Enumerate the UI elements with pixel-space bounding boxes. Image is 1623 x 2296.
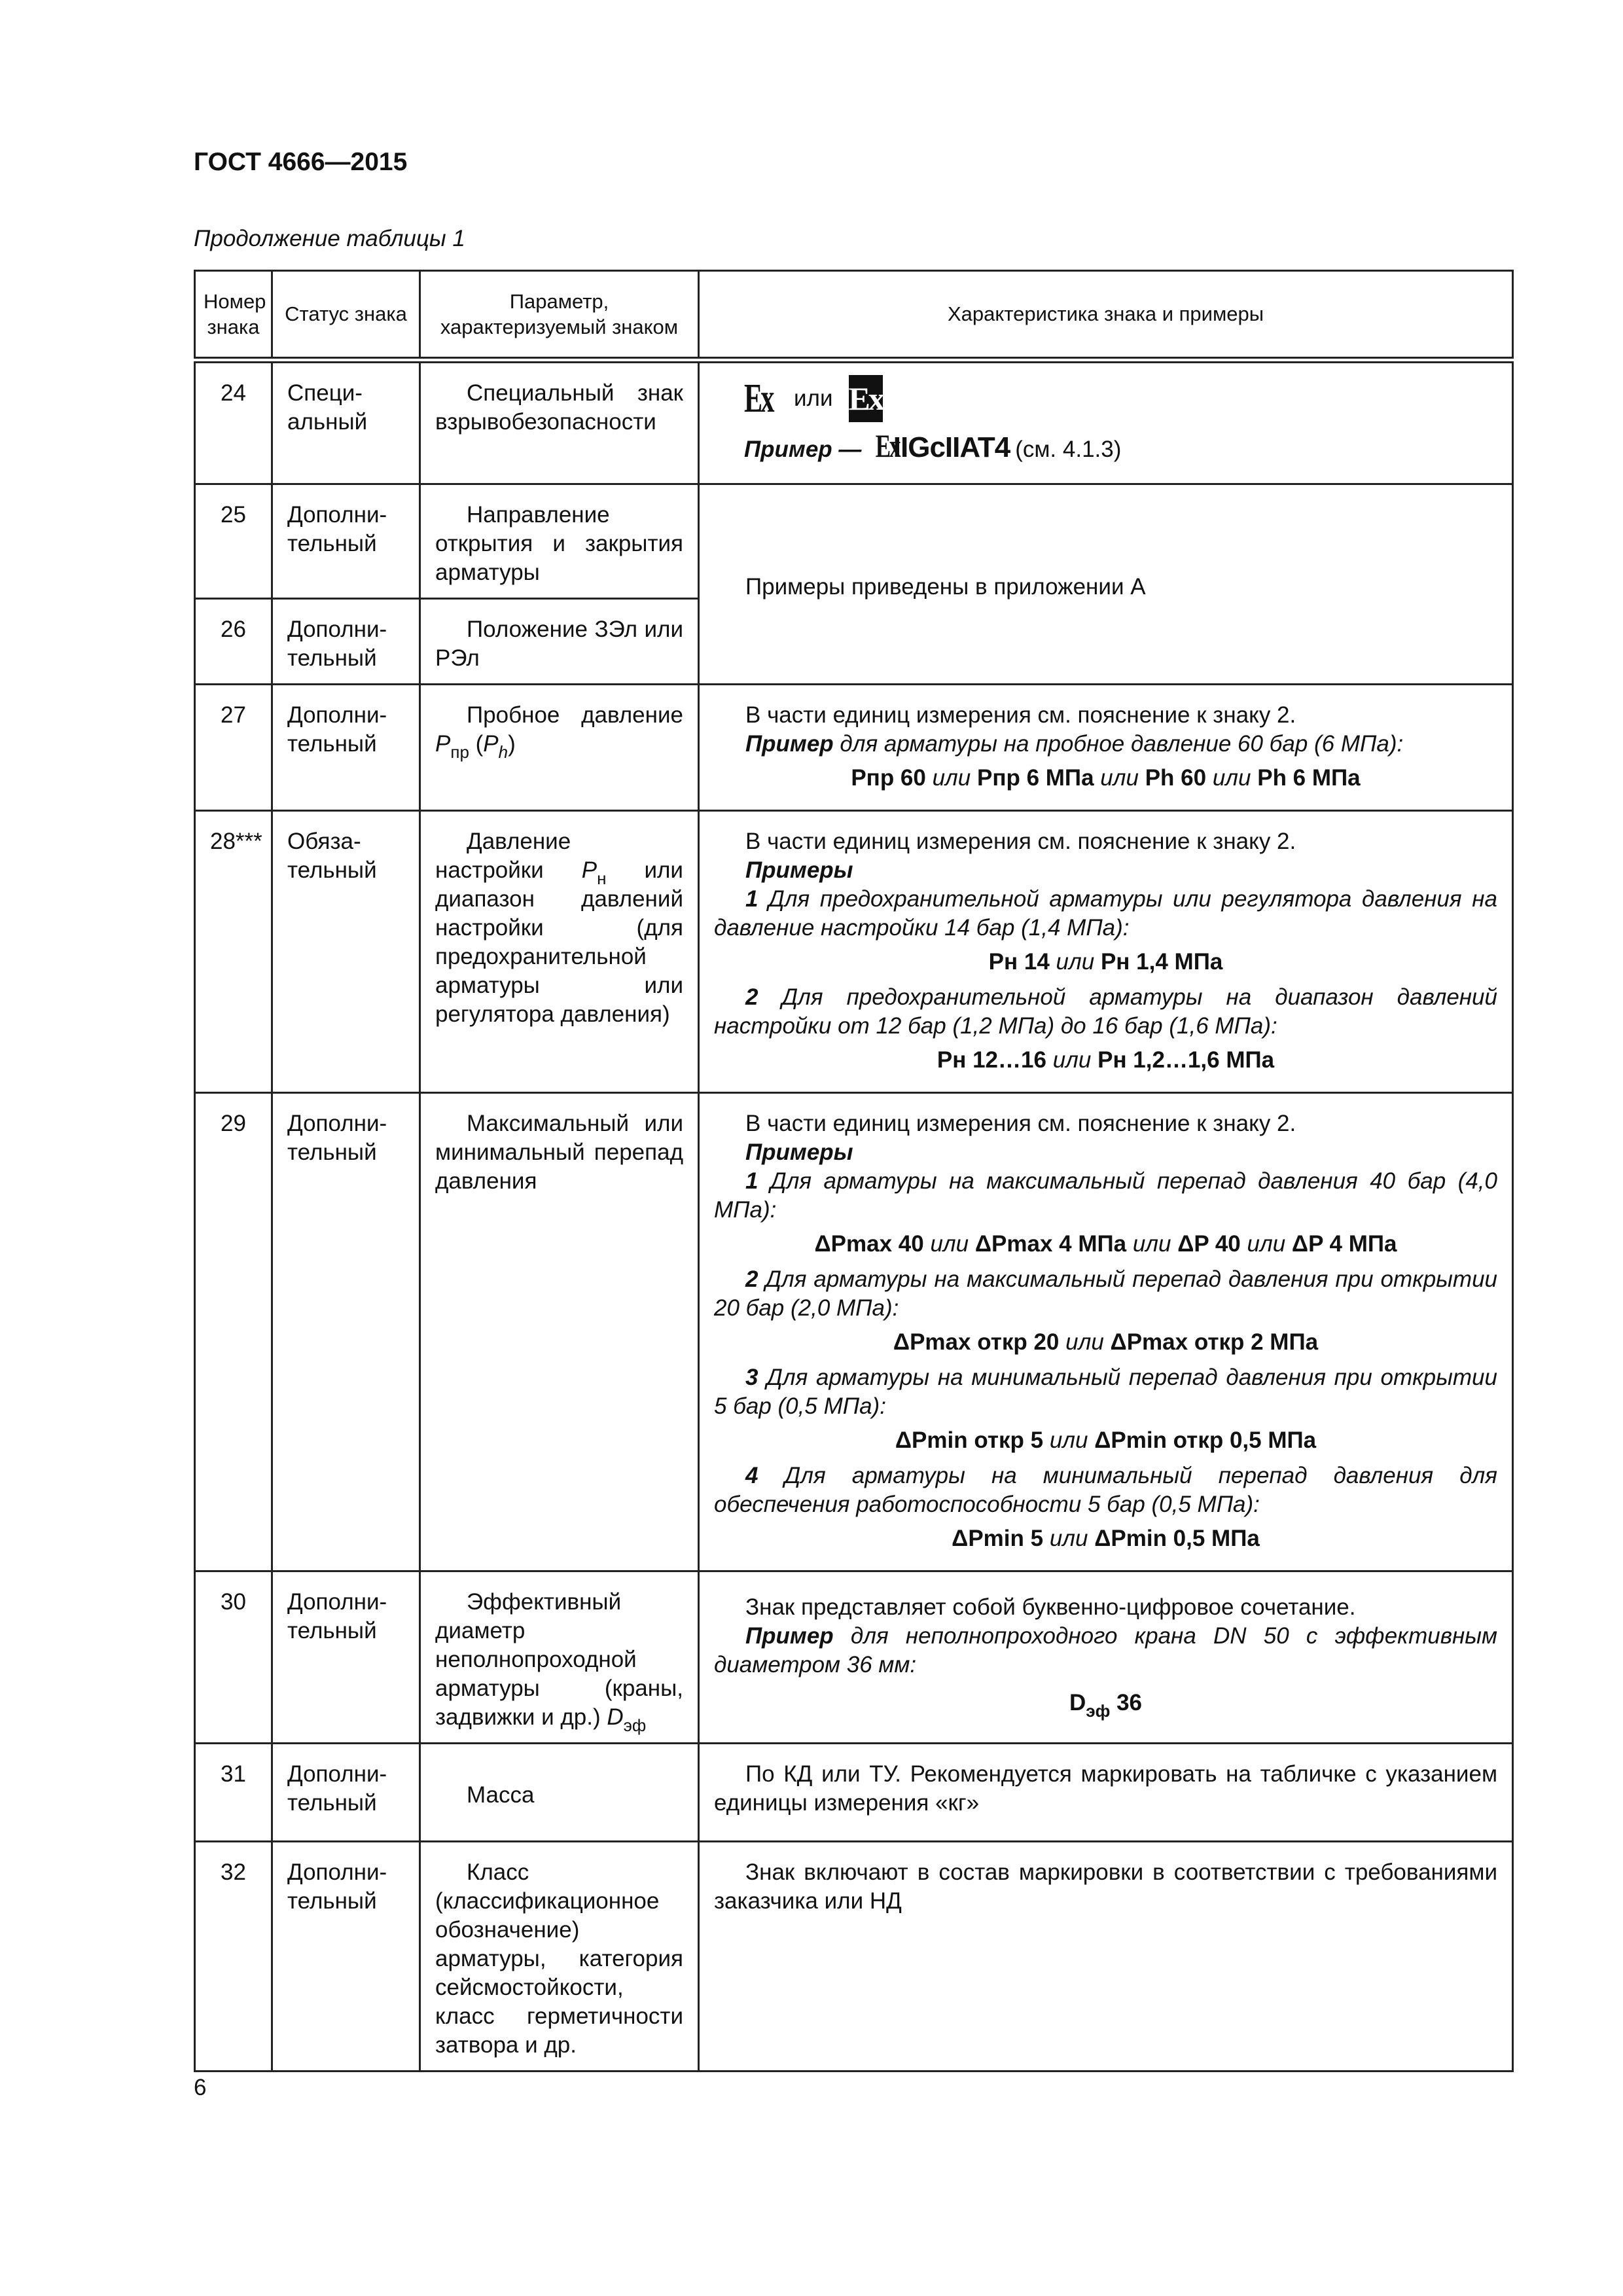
row-status: Дополни-тельный (272, 1744, 420, 1842)
table-header-row (195, 271, 1513, 360)
table-row (195, 1571, 1513, 1744)
characteristic-text: Примеры приведены в приложении А (745, 573, 1146, 600)
row-number: 30 (195, 1571, 272, 1744)
row-number: 28*** (195, 811, 272, 1093)
row-number: 24 (195, 360, 272, 484)
ex-symbol-icon: Ex (744, 376, 773, 421)
row-parameter (420, 1571, 699, 1744)
characteristic-text: Знак представляет собой буквенно-цифровое сочетание. (745, 1594, 1356, 1620)
marking-table (194, 270, 1514, 2072)
characteristic-text: В части единиц измерения см. пояснение к знаку 2. (745, 1111, 1296, 1136)
row-status: Специ-альный (272, 360, 420, 484)
parameter-text: Пробное давление (467, 702, 683, 728)
col-header-parameter: Параметр, характеризуемый знаком (420, 271, 699, 360)
table-row (195, 1093, 1513, 1571)
example-marking: Рпр 60 или Рпр 6 МПа или Ph 60 или Ph 6 МПа (851, 765, 1361, 791)
row-characteristic (699, 685, 1513, 811)
parameter-symbol: $P_{пр}$ $(P_h)$ (435, 731, 516, 762)
ex-or-text: или (794, 385, 833, 411)
col-header-number: Номер знака (195, 271, 272, 360)
row-status: Дополни-тельный (272, 1093, 420, 1571)
characteristic-text: Знак включают в состав маркировки в соответствии с требованиями заказчика или НД (714, 1859, 1497, 1914)
row-status: Дополни-тельный (272, 685, 420, 811)
row-number: 31 (195, 1744, 272, 1842)
example-text: 2 Для арматуры на максимальный перепад давления при открытии 20 бар (2,0 МПа): (714, 1266, 1497, 1321)
row-characteristic (699, 360, 1513, 484)
example-label: Пример — (744, 436, 862, 462)
table-caption: Продолжение таблицы 1 (194, 226, 465, 251)
example-marking: Рн 12…16 или Рн 1,2…1,6 МПа (936, 1047, 1275, 1073)
characteristic-text: В части единиц измерения см. пояснение к знаку 2. (745, 829, 1296, 854)
example-text: 3 Для арматуры на минимальный перепад давления при открытии 5 бар (0,5 МПа): (714, 1365, 1497, 1419)
table-row (195, 1842, 1513, 2072)
table-row (195, 1744, 1513, 1842)
row-status: Дополни-тельный (272, 1571, 420, 1744)
example-text: Пример для арматуры на пробное давление 60 бар (6 МПа): (745, 731, 1404, 757)
table-row (195, 811, 1513, 1093)
row-characteristic (699, 1093, 1513, 1571)
table-row (195, 685, 1513, 811)
row-characteristic (699, 1744, 1513, 1842)
example-text: Пример для неполнопроходного крана DN 50 с эффективным диаметром 36 мм: (714, 1623, 1497, 1677)
parameter-text: или диапазон давлений настройки (для предохранительной арматуры или регулятора давления) (435, 857, 683, 1027)
row-parameter: Положение ЗЭл или РЭл (420, 599, 699, 685)
example-marking: $D_{эф}$ 36 (1069, 1690, 1143, 1721)
table-row (195, 360, 1513, 484)
row-characteristic (699, 1571, 1513, 1744)
row-status: Дополни-тельный (272, 1842, 420, 2072)
example-text: 4 Для арматуры на минимальный перепад давления для обеспечения работоспособности 5 бар (0,5 МПа): (714, 1463, 1497, 1517)
example-marking: ΔPmin откр 5 или ΔPmin откр 0,5 МПа (895, 1427, 1317, 1453)
col-header-status: Статус знака (272, 271, 420, 360)
row-number: 29 (195, 1093, 272, 1571)
characteristic-text: В части единиц измерения см. пояснение к знаку 2. (745, 702, 1296, 728)
parameter-symbol: $D_{эф}$ (607, 1704, 647, 1735)
parameter-symbol: $P_н$ (581, 857, 607, 888)
row-number: 32 (195, 1842, 272, 2072)
row-number: 27 (195, 685, 272, 811)
examples-label: Примеры (745, 1139, 853, 1165)
row-characteristic (699, 484, 1513, 685)
example-text: 1 Для арматуры на максимальный перепад давления 40 бар (4,0 МПа): (714, 1168, 1497, 1223)
characteristic-text: По КД или ТУ. Рекомендуется маркировать на табличке с указанием единицы измерения «кг» (714, 1761, 1497, 1816)
row-parameter: Специальный знак взрывобезопасности (420, 360, 699, 484)
example-marking: Рн 14 или Рн 1,4 МПа (988, 949, 1223, 975)
example-text: 1 Для предохранительной арматуры или регулятора давления на давление настройки 14 бар (1,4 МПа): (714, 886, 1497, 941)
parameter-text: Эффективный диаметр неполнопроходной арматуры (краны, задвижки и др.) (435, 1589, 683, 1730)
row-parameter: Класс (классификационное обозначение) арматуры, категория сейсмостойкости, класс герметичности затвора и др. (420, 1842, 699, 2072)
ex-boxed-symbol-icon: Ex (849, 375, 883, 422)
row-characteristic (699, 1842, 1513, 2072)
row-parameter (420, 685, 699, 811)
row-status: Дополни-тельный (272, 484, 420, 599)
row-parameter: Направление открытия и закрытия арматуры (420, 484, 699, 599)
example-marking: IIGcIIAT4 (893, 431, 1010, 463)
example-text: 2 Для предохранительной арматуры на диапазон давлений настройки от 12 бар (1,2 МПа) до 16 бар (1,6 МПа): (714, 984, 1497, 1039)
row-parameter (420, 811, 699, 1093)
example-marking: ΔPmax откр 20 или ΔPmax откр 2 МПа (893, 1329, 1319, 1355)
examples-label: Примеры (745, 857, 853, 883)
example-marking: ΔPmin 5 или ΔPmin 0,5 МПа (952, 1526, 1260, 1551)
row-status: Дополни-тельный (272, 599, 420, 685)
page-number: 6 (194, 2075, 207, 2100)
example-marking: ΔPmax 40 или ΔPmax 4 МПа или ΔP 40 или ΔP 4 МПа (814, 1231, 1397, 1257)
row-parameter: Масса (420, 1744, 699, 1842)
ex-symbol-icon: Ex (876, 427, 900, 464)
row-number: 26 (195, 599, 272, 685)
col-header-characteristic: Характеристика знака и примеры (699, 271, 1513, 360)
row-characteristic (699, 811, 1513, 1093)
example-reference: (см. 4.1.3) (1015, 436, 1122, 462)
parameter-text: Давление настройки (435, 829, 571, 883)
row-status: Обяза-тельный (272, 811, 420, 1093)
table-row (195, 484, 1513, 599)
row-parameter: Максимальный или минимальный перепад давления (420, 1093, 699, 1571)
row-number: 25 (195, 484, 272, 599)
document-header: ГОСТ 4666—2015 (194, 148, 408, 176)
